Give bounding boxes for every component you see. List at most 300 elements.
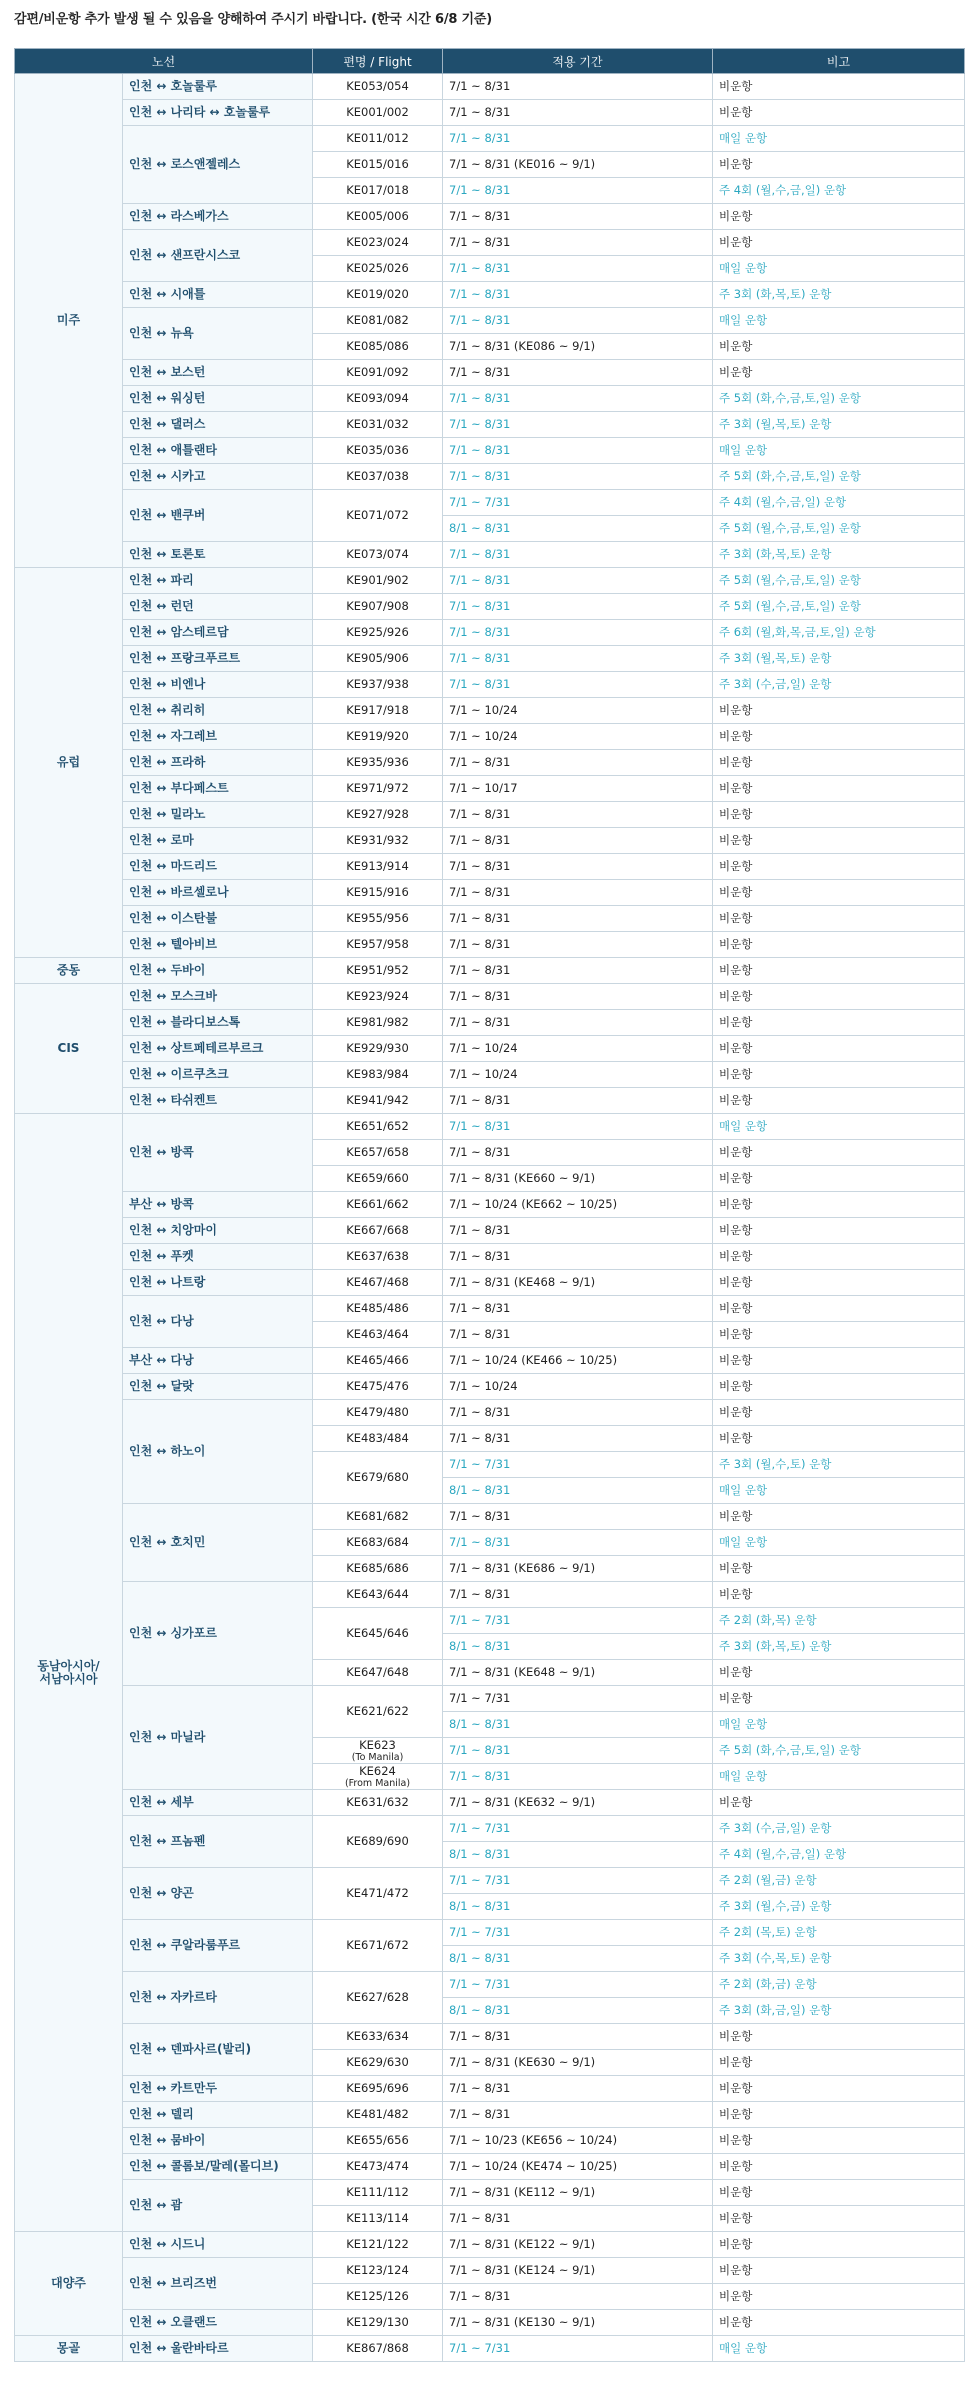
flight-number: KE093/094 <box>346 391 409 405</box>
flight-cell <box>313 1504 443 1530</box>
period-cell: 7/1 ~ 7/31 <box>443 2336 713 2362</box>
flight-direction-note: (From Manila) <box>344 1777 411 1789</box>
flight-number: KE971/972 <box>346 781 409 795</box>
flight-cell <box>313 464 443 490</box>
table-row <box>15 1062 965 1088</box>
route-cell: 인천 ↔ 프놈펜 <box>123 1816 313 1868</box>
remark-cell: 비운항 <box>713 1088 965 1114</box>
flight-number: KE923/924 <box>346 989 409 1003</box>
remark-cell: 주 5회 (월,수,금,토,일) 운항 <box>713 568 965 594</box>
period-cell: 7/1 ~ 8/31 <box>443 646 713 672</box>
remark-cell: 비운항 <box>713 1296 965 1322</box>
flight-number: KE485/486 <box>346 1301 409 1315</box>
remark-cell: 비운항 <box>713 828 965 854</box>
remark-cell: 비운항 <box>713 1322 965 1348</box>
route-cell: 인천 ↔ 토론토 <box>123 542 313 568</box>
flight-number: KE925/926 <box>346 625 409 639</box>
region-cell: 미주 <box>15 74 123 568</box>
flight-number: KE479/480 <box>346 1405 409 1419</box>
table-row <box>15 386 965 412</box>
table-row <box>15 672 965 698</box>
table-row <box>15 230 965 256</box>
flight-cell <box>313 2284 443 2310</box>
period-cell: 8/1 ~ 8/31 <box>443 1998 713 2024</box>
header-row <box>15 49 965 74</box>
flight-cell <box>313 906 443 932</box>
flight-cell <box>313 1114 443 1140</box>
route-cell: 인천 ↔ 상트페테르부르크 <box>123 1036 313 1062</box>
flight-number: KE951/952 <box>346 963 409 977</box>
flight-cell <box>313 126 443 152</box>
remark-cell: 비운항 <box>713 750 965 776</box>
remark-cell: 주 3회 (수,금,일) 운항 <box>713 1816 965 1842</box>
period-cell: 8/1 ~ 8/31 <box>443 1478 713 1504</box>
flight-cell <box>313 74 443 100</box>
table-row <box>15 2102 965 2128</box>
flight-number: KE667/668 <box>346 1223 409 1237</box>
remark-cell: 매일 운항 <box>713 1530 965 1556</box>
flight-number: KE929/930 <box>346 1041 409 1055</box>
flight-number: KE053/054 <box>346 79 409 93</box>
flight-cell <box>313 230 443 256</box>
period-cell: 7/1 ~ 8/31 <box>443 126 713 152</box>
flight-cell <box>313 386 443 412</box>
table-row <box>15 1868 965 1894</box>
period-cell: 7/1 ~ 8/31 <box>443 308 713 334</box>
flight-number: KE981/982 <box>346 1015 409 1029</box>
remark-cell: 매일 운항 <box>713 1712 965 1738</box>
flight-cell <box>313 828 443 854</box>
period-cell: 7/1 ~ 8/31 (KE130 ~ 9/1) <box>443 2310 713 2336</box>
flight-number: KE467/468 <box>346 1275 409 1289</box>
table-row <box>15 1790 965 1816</box>
flight-cell <box>313 178 443 204</box>
route-cell: 인천 ↔ 로스앤젤레스 <box>123 126 313 204</box>
period-cell: 7/1 ~ 8/31 <box>443 178 713 204</box>
flight-cell <box>313 1790 443 1816</box>
flight-number: KE659/660 <box>346 1171 409 1185</box>
flight-cell <box>313 1348 443 1374</box>
table-row <box>15 2076 965 2102</box>
remark-cell: 주 4회 (월,수,금,일) 운항 <box>713 490 965 516</box>
flight-number: KE071/072 <box>346 508 409 522</box>
period-cell: 7/1 ~ 8/31 <box>443 1244 713 1270</box>
flight-direction-note: (To Manila) <box>351 1751 404 1763</box>
remark-cell: 비운항 <box>713 1010 965 1036</box>
flight-cell <box>313 1920 443 1972</box>
flight-cell <box>313 2180 443 2206</box>
route-cell: 인천 ↔ 치앙마이 <box>123 1218 313 1244</box>
flight-number: KE915/916 <box>346 885 409 899</box>
table-row <box>15 464 965 490</box>
remark-cell: 주 5회 (월,수,금,토,일) 운항 <box>713 516 965 542</box>
period-cell: 7/1 ~ 7/31 <box>443 1608 713 1634</box>
flight-number: KE473/474 <box>346 2159 409 2173</box>
route-cell: 인천 ↔ 시카고 <box>123 464 313 490</box>
flight-cell <box>313 1140 443 1166</box>
table-row <box>15 646 965 672</box>
table-row <box>15 2180 965 2206</box>
flight-number: KE645/646 <box>346 1626 409 1640</box>
flight-cell <box>313 1608 443 1660</box>
period-cell: 7/1 ~ 8/31 <box>443 204 713 230</box>
period-cell: 7/1 ~ 8/31 <box>443 100 713 126</box>
remark-cell: 주 3회 (월,수,금) 운항 <box>713 1894 965 1920</box>
table-row <box>15 2258 965 2284</box>
period-cell: 7/1 ~ 8/31 <box>443 2206 713 2232</box>
period-cell: 7/1 ~ 7/31 <box>443 1686 713 1712</box>
route-cell: 부산 ↔ 다낭 <box>123 1348 313 1374</box>
flight-cell <box>313 2154 443 2180</box>
remark-cell: 주 2회 (목,토) 운항 <box>713 1920 965 1946</box>
flight-number: KE905/906 <box>346 651 409 665</box>
period-cell: 7/1 ~ 8/31 <box>443 620 713 646</box>
table-row <box>15 282 965 308</box>
flight-number: KE481/482 <box>346 2107 409 2121</box>
period-cell: 7/1 ~ 10/24 <box>443 698 713 724</box>
period-cell: 7/1 ~ 8/31 <box>443 256 713 282</box>
flight-cell <box>313 412 443 438</box>
flight-number: KE955/956 <box>346 911 409 925</box>
remark-cell: 매일 운항 <box>713 308 965 334</box>
period-cell: 7/1 ~ 8/31 <box>443 1010 713 1036</box>
flight-cell <box>313 2232 443 2258</box>
flight-cell <box>313 1764 443 1790</box>
flight-number: KE651/652 <box>346 1119 409 1133</box>
period-cell: 7/1 ~ 7/31 <box>443 1816 713 1842</box>
period-cell: 8/1 ~ 8/31 <box>443 516 713 542</box>
remark-cell: 비운항 <box>713 2206 965 2232</box>
flight-number: KE023/024 <box>346 235 409 249</box>
flight-number: KE005/006 <box>346 209 409 223</box>
period-cell: 7/1 ~ 8/31 <box>443 958 713 984</box>
remark-cell: 비운항 <box>713 854 965 880</box>
remark-cell: 주 6회 (월,화,목,금,토,일) 운항 <box>713 620 965 646</box>
flight-cell <box>313 750 443 776</box>
table-row <box>15 1504 965 1530</box>
route-cell: 인천 ↔ 괌 <box>123 2180 313 2232</box>
period-cell: 7/1 ~ 8/31 <box>443 2076 713 2102</box>
table-row <box>15 568 965 594</box>
flight-cell <box>313 1192 443 1218</box>
remark-cell: 비운항 <box>713 100 965 126</box>
flight-number: KE627/628 <box>346 1990 409 2004</box>
period-cell: 7/1 ~ 8/31 <box>443 672 713 698</box>
route-cell: 인천 ↔ 라스베가스 <box>123 204 313 230</box>
route-cell: 인천 ↔ 로마 <box>123 828 313 854</box>
flight-cell <box>313 100 443 126</box>
notice-text: 감편/비운항 추가 발생 될 수 있음을 양해하여 주시기 바랍니다. (한국 시간 6/8 기준) <box>14 12 493 27</box>
table-row <box>15 126 965 152</box>
flight-cell <box>313 282 443 308</box>
table-row <box>15 360 965 386</box>
route-cell: 인천 ↔ 모스크바 <box>123 984 313 1010</box>
flight-number: KE685/686 <box>346 1561 409 1575</box>
period-cell: 7/1 ~ 8/31 <box>443 802 713 828</box>
flight-number: KE919/920 <box>346 729 409 743</box>
period-cell: 7/1 ~ 8/31 (KE648 ~ 9/1) <box>443 1660 713 1686</box>
schedule-body <box>15 74 965 2362</box>
table-row <box>15 204 965 230</box>
flight-cell <box>313 152 443 178</box>
table-row <box>15 1348 965 1374</box>
route-cell: 인천 ↔ 샌프란시스코 <box>123 230 313 282</box>
table-row <box>15 1686 965 1712</box>
period-cell: 7/1 ~ 8/31 <box>443 74 713 100</box>
table-row <box>15 1400 965 1426</box>
route-cell: 인천 ↔ 마닐라 <box>123 1686 313 1790</box>
route-cell: 인천 ↔ 나리타 ↔ 호놀룰루 <box>123 100 313 126</box>
period-cell: 7/1 ~ 8/31 (KE630 ~ 9/1) <box>443 2050 713 2076</box>
period-cell: 7/1 ~ 8/31 <box>443 2024 713 2050</box>
flight-number: KE081/082 <box>346 313 409 327</box>
period-cell: 7/1 ~ 10/17 <box>443 776 713 802</box>
route-cell: 인천 ↔ 뭄바이 <box>123 2128 313 2154</box>
flight-cell <box>313 2336 443 2362</box>
period-cell: 7/1 ~ 8/31 <box>443 932 713 958</box>
period-cell: 8/1 ~ 8/31 <box>443 1634 713 1660</box>
period-cell: 7/1 ~ 8/31 <box>443 1530 713 1556</box>
table-row <box>15 490 965 516</box>
flight-number: KE657/658 <box>346 1145 409 1159</box>
flight-cell <box>313 854 443 880</box>
remark-cell: 주 3회 (화,목,토) 운항 <box>713 282 965 308</box>
flight-cell <box>313 1426 443 1452</box>
header-period: 적용 기간 <box>443 49 713 74</box>
remark-cell: 주 4회 (월,수,금,일) 운항 <box>713 1842 965 1868</box>
flight-number: KE025/026 <box>346 261 409 275</box>
table-row <box>15 906 965 932</box>
period-cell: 7/1 ~ 8/31 (KE124 ~ 9/1) <box>443 2258 713 2284</box>
table-row <box>15 828 965 854</box>
route-cell: 인천 ↔ 밴쿠버 <box>123 490 313 542</box>
route-cell: 인천 ↔ 밀라노 <box>123 802 313 828</box>
flight-number: KE937/938 <box>346 677 409 691</box>
flight-cell <box>313 2206 443 2232</box>
remark-cell: 주 5회 (월,수,금,토,일) 운항 <box>713 594 965 620</box>
remark-cell: 비운항 <box>713 1374 965 1400</box>
remark-cell: 비운항 <box>713 1036 965 1062</box>
flight-cell <box>313 1244 443 1270</box>
route-cell: 인천 ↔ 이스탄불 <box>123 906 313 932</box>
remark-cell: 비운항 <box>713 152 965 178</box>
remark-cell: 매일 운항 <box>713 1764 965 1790</box>
period-cell: 7/1 ~ 8/31 <box>443 594 713 620</box>
route-cell: 인천 ↔ 쿠알라룸푸르 <box>123 1920 313 1972</box>
table-row <box>15 1192 965 1218</box>
region-cell: 중동 <box>15 958 123 984</box>
header-route: 노선 <box>15 49 313 74</box>
route-cell: 인천 ↔ 워싱턴 <box>123 386 313 412</box>
remark-cell: 주 3회 (월,목,토) 운항 <box>713 646 965 672</box>
flight-cell <box>313 1738 443 1764</box>
period-cell: 7/1 ~ 8/31 <box>443 1322 713 1348</box>
flight-number: KE017/018 <box>346 183 409 197</box>
period-cell: 7/1 ~ 8/31 <box>443 906 713 932</box>
flight-number: KE907/908 <box>346 599 409 613</box>
period-cell: 7/1 ~ 10/24 <box>443 1374 713 1400</box>
period-cell: 7/1 ~ 8/31 <box>443 1764 713 1790</box>
remark-cell: 비운항 <box>713 2154 965 2180</box>
route-cell: 인천 ↔ 시애틀 <box>123 282 313 308</box>
period-cell: 7/1 ~ 8/31 (KE632 ~ 9/1) <box>443 1790 713 1816</box>
remark-cell: 비운항 <box>713 698 965 724</box>
remark-cell: 매일 운항 <box>713 126 965 152</box>
period-cell: 7/1 ~ 8/31 <box>443 880 713 906</box>
route-cell: 인천 ↔ 델리 <box>123 2102 313 2128</box>
period-cell: 7/1 ~ 8/31 (KE660 ~ 9/1) <box>443 1166 713 1192</box>
flight-cell <box>313 1868 443 1920</box>
remark-cell: 비운항 <box>713 802 965 828</box>
remark-cell: 비운항 <box>713 1400 965 1426</box>
remark-cell: 비운항 <box>713 2102 965 2128</box>
remark-cell: 비운항 <box>713 1270 965 1296</box>
flight-number: KE471/472 <box>346 1886 409 1900</box>
flight-number: KE927/928 <box>346 807 409 821</box>
flight-cell <box>313 2102 443 2128</box>
period-cell: 7/1 ~ 8/31 <box>443 438 713 464</box>
period-cell: 7/1 ~ 8/31 <box>443 1426 713 1452</box>
flight-number: KE111/112 <box>346 2185 409 2199</box>
period-cell: 7/1 ~ 8/31 <box>443 1218 713 1244</box>
table-row <box>15 438 965 464</box>
flight-number: KE695/696 <box>346 2081 409 2095</box>
route-cell: 인천 ↔ 싱가포르 <box>123 1582 313 1686</box>
remark-cell: 비운항 <box>713 958 965 984</box>
period-cell: 7/1 ~ 8/31 <box>443 984 713 1010</box>
route-cell: 인천 ↔ 자카르타 <box>123 1972 313 2024</box>
table-row <box>15 776 965 802</box>
flight-number: KE035/036 <box>346 443 409 457</box>
flight-cell <box>313 724 443 750</box>
flight-cell <box>313 1556 443 1582</box>
remark-cell: 비운항 <box>713 2024 965 2050</box>
flight-cell <box>313 1322 443 1348</box>
flight-number: KE001/002 <box>346 105 409 119</box>
table-row <box>15 542 965 568</box>
period-cell: 7/1 ~ 8/31 (KE122 ~ 9/1) <box>443 2232 713 2258</box>
route-cell: 인천 ↔ 애틀랜타 <box>123 438 313 464</box>
remark-cell: 비운항 <box>713 776 965 802</box>
period-cell: 7/1 ~ 8/31 (KE016 ~ 9/1) <box>443 152 713 178</box>
route-cell: 인천 ↔ 파리 <box>123 568 313 594</box>
period-cell: 7/1 ~ 8/31 <box>443 386 713 412</box>
table-row <box>15 750 965 776</box>
period-cell: 7/1 ~ 8/31 <box>443 230 713 256</box>
table-row <box>15 984 965 1010</box>
flight-cell <box>313 1166 443 1192</box>
region-cell: 대양주 <box>15 2232 123 2336</box>
table-row <box>15 958 965 984</box>
header-flight: 편명 / Flight <box>313 49 443 74</box>
flight-number: KE475/476 <box>346 1379 409 1393</box>
route-cell: 인천 ↔ 시드니 <box>123 2232 313 2258</box>
route-cell: 인천 ↔ 오클랜드 <box>123 2310 313 2336</box>
flight-cell <box>313 1036 443 1062</box>
flight-number: KE931/932 <box>346 833 409 847</box>
flight-cell <box>313 594 443 620</box>
remark-cell: 비운항 <box>713 1426 965 1452</box>
route-cell: 인천 ↔ 암스테르담 <box>123 620 313 646</box>
route-cell: 인천 ↔ 보스턴 <box>123 360 313 386</box>
table-row <box>15 1972 965 1998</box>
table-row <box>15 1270 965 1296</box>
route-cell: 인천 ↔ 양곤 <box>123 1868 313 1920</box>
route-cell: 인천 ↔ 런던 <box>123 594 313 620</box>
period-cell: 7/1 ~ 10/24 <box>443 724 713 750</box>
flight-number: KE015/016 <box>346 157 409 171</box>
remark-cell: 매일 운항 <box>713 1478 965 1504</box>
table-row <box>15 1218 965 1244</box>
remark-cell: 비운항 <box>713 1348 965 1374</box>
period-cell: 7/1 ~ 8/31 (KE112 ~ 9/1) <box>443 2180 713 2206</box>
period-cell: 7/1 ~ 8/31 <box>443 1114 713 1140</box>
period-cell: 7/1 ~ 8/31 <box>443 542 713 568</box>
table-row <box>15 2128 965 2154</box>
flight-number: KE655/656 <box>346 2133 409 2147</box>
remark-cell: 주 2회 (월,금) 운항 <box>713 1868 965 1894</box>
table-row <box>15 594 965 620</box>
flight-number: KE633/634 <box>346 2029 409 2043</box>
period-cell: 7/1 ~ 8/31 <box>443 828 713 854</box>
table-row <box>15 1010 965 1036</box>
flight-cell <box>313 1062 443 1088</box>
period-cell: 7/1 ~ 8/31 (KE468 ~ 9/1) <box>443 1270 713 1296</box>
route-cell: 인천 ↔ 뉴욕 <box>123 308 313 360</box>
table-row <box>15 2154 965 2180</box>
remark-cell: 비운항 <box>713 932 965 958</box>
route-cell: 인천 ↔ 댈러스 <box>123 412 313 438</box>
period-cell: 8/1 ~ 8/31 <box>443 1894 713 1920</box>
table-row <box>15 1244 965 1270</box>
table-row <box>15 1036 965 1062</box>
flight-cell <box>313 2076 443 2102</box>
remark-cell: 주 3회 (수,금,일) 운항 <box>713 672 965 698</box>
period-cell: 8/1 ~ 8/31 <box>443 1946 713 1972</box>
flight-cell <box>313 1400 443 1426</box>
flight-cell <box>313 984 443 1010</box>
flight-cell <box>313 776 443 802</box>
remark-cell: 주 3회 (화,목,토) 운항 <box>713 1634 965 1660</box>
header-remark: 비고 <box>713 49 965 74</box>
period-cell: 7/1 ~ 8/31 <box>443 854 713 880</box>
remark-cell: 비운항 <box>713 2310 965 2336</box>
remark-cell: 주 5회 (화,수,금,토,일) 운항 <box>713 1738 965 1764</box>
table-row <box>15 620 965 646</box>
table-row <box>15 1920 965 1946</box>
flight-cell <box>313 2024 443 2050</box>
period-cell: 7/1 ~ 7/31 <box>443 1452 713 1478</box>
route-cell: 인천 ↔ 덴파사르(발리) <box>123 2024 313 2076</box>
remark-cell: 비운항 <box>713 230 965 256</box>
flight-number: KE125/126 <box>346 2289 409 2303</box>
flight-number: KE681/682 <box>346 1509 409 1523</box>
remark-cell: 주 3회 (월,목,토) 운항 <box>713 412 965 438</box>
flight-number: KE913/914 <box>346 859 409 873</box>
flight-cell <box>313 880 443 906</box>
flight-number: KE621/622 <box>346 1704 409 1718</box>
flight-cell <box>313 542 443 568</box>
table-row <box>15 1816 965 1842</box>
period-cell: 7/1 ~ 8/31 <box>443 2284 713 2310</box>
flight-cell <box>313 2258 443 2284</box>
remark-cell: 매일 운항 <box>713 256 965 282</box>
route-cell: 인천 ↔ 이르쿠츠크 <box>123 1062 313 1088</box>
flight-cell <box>313 438 443 464</box>
flight-number: KE661/662 <box>346 1197 409 1211</box>
table-row <box>15 308 965 334</box>
flight-cell <box>313 1452 443 1504</box>
